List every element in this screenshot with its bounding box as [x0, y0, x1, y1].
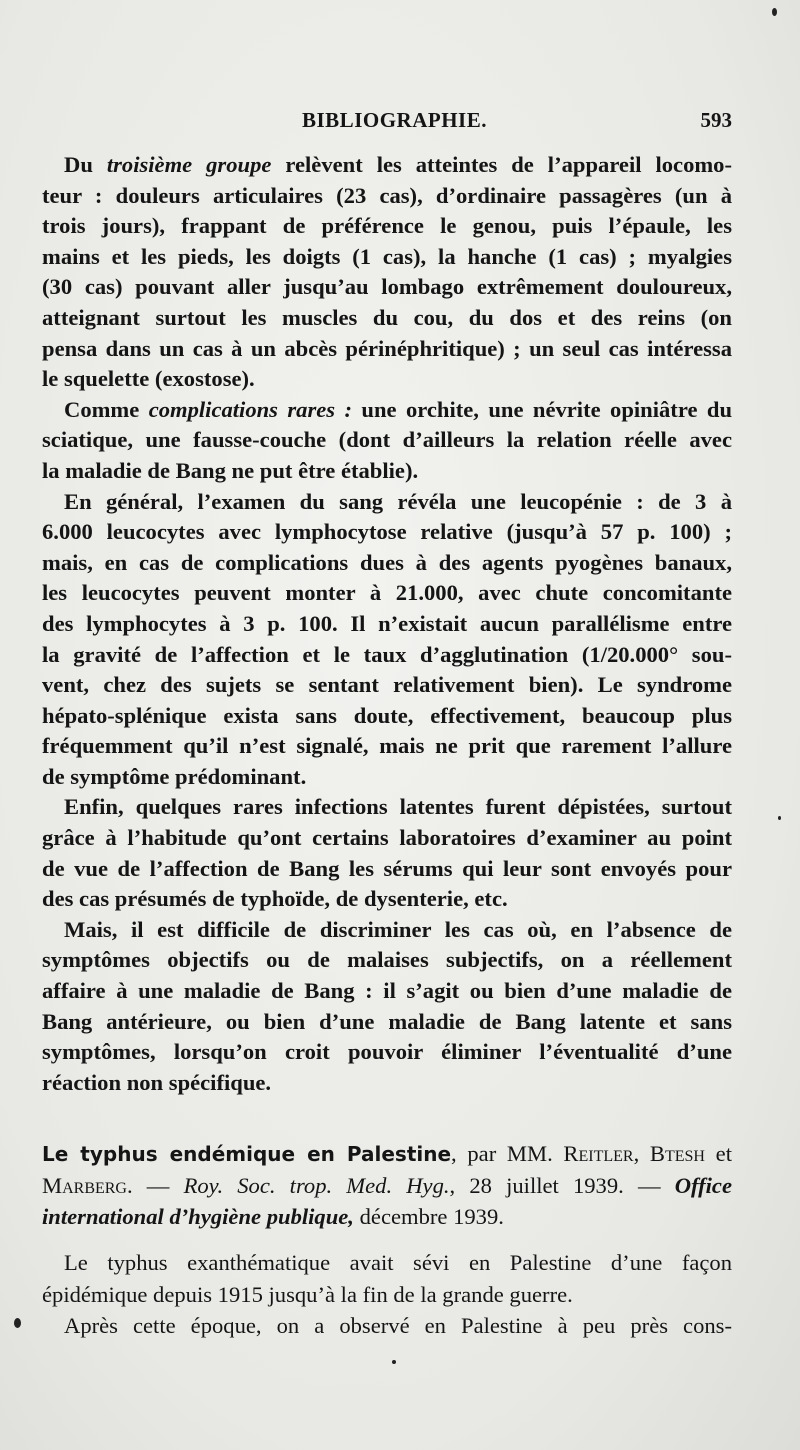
text-line: grâce à l’habitude qu’ont certains laboratoires d’examiner au point [42, 825, 732, 851]
text-line: Bang antérieure, ou bien d’une maladie de Bang latente et sans [42, 1008, 732, 1034]
text-line: réaction non spécifique. [42, 1069, 272, 1095]
text-line: épidémique depuis 1915 jusqu’à la fin de la grande guerre. [42, 1281, 573, 1307]
page-header [40, 108, 732, 138]
text-line: mains et les pieds, les doigts (1 cas), la hanche (1 cas) ; myalgies [42, 243, 732, 269]
scan-speck [14, 1318, 21, 1328]
entry-title: Le typhus endémique en Palestine [42, 1142, 452, 1166]
journal-title: Roy. Soc. trop. Med. Hyg. [183, 1172, 450, 1198]
emphasis-text: troisième groupe [106, 152, 272, 177]
text-line: Le typhus exanthématique avait sévi en Palestine d’une façon [64, 1250, 732, 1275]
text-line: hépato-splénique exista sans doute, effectivement, beaucoup plus [42, 702, 732, 728]
text-line: affaire à une maladie de Bang : il s’agit ou bien d’une maladie de [42, 978, 732, 1004]
page-number: 593 [700, 108, 732, 132]
author-name: Reitler [563, 1141, 634, 1166]
text-line: Mais, il est difficile de discriminer les cas où, en l’absence de [64, 916, 732, 942]
text-line: Comme complications rares : une orchite, une névrite opiniâtre du [64, 396, 733, 422]
text-line: sciatique, une fausse-couche (dont d’ailleurs la relation réelle avec [42, 427, 732, 453]
text-line: des lymphocytes à 3 p. 100. Il n’existait aucun parallélisme entre [42, 610, 732, 636]
text-line: la maladie de Bang ne put être établie). [42, 457, 419, 483]
text-line: pensa dans un cas à un abcès périnéphritique) ; un seul cas intéressa [42, 335, 732, 361]
text-line: des cas présumés de typhoïde, de dysenterie, etc. [42, 886, 508, 912]
text-line: atteignant surtout les muscles du cou, du dos et des reins (on [42, 304, 732, 330]
text-line: 6.000 leucocytes avec lymphocytose relative (jusqu’à 57 p. 100) ; [42, 519, 732, 545]
text-line: teur : douleurs articulaires (23 cas), d’ordinaire passagères (un à [42, 182, 732, 208]
publisher-name: Office [674, 1172, 732, 1198]
scan-speck [772, 8, 777, 16]
text-line: de vue de l’affection de Bang les sérums qui leur sont envoyés pour [42, 855, 732, 881]
text-line: (30 cas) pouvant aller jusqu’au lombago extrêmement douloureux, [42, 274, 732, 300]
bibliography-entry [42, 1138, 732, 1233]
publisher-name: international d’hygiène publique, [42, 1204, 354, 1229]
text-line: de symptôme prédominant. [42, 763, 307, 789]
text-line: Enfin, quelques rares infections latentes furent dépistées, surtout [64, 794, 732, 820]
text-line: les leucocytes peuvent monter à 21.000, avec chute concomitante [42, 580, 732, 606]
text-line: fréquemment qu’il n’est signalé, mais ne prit que rarement l’allure [42, 733, 732, 759]
text-line: symptômes objectifs ou de malaises subjectifs, on a réellement [42, 947, 732, 973]
emphasis-text: complications rares : [148, 396, 352, 422]
text-line: le squelette (exostose). [42, 366, 255, 392]
scan-speck [778, 816, 781, 820]
entry-line: international d’hygiène publique, décembre 1939. [42, 1204, 504, 1229]
text-line: la gravité de l’affection et le taux d’agglutination (1/20.000° sou- [42, 641, 732, 667]
entry-line: Le typhus endémique en Palestine, par MM. Reitler, Btesh et [42, 1141, 732, 1166]
entry-line: Marberg. — Roy. Soc. trop. Med. Hyg., 28 juillet 1939. — Office [42, 1172, 732, 1198]
running-title: BIBLIOGRAPHIE. [302, 108, 487, 132]
body-text-section-2 [42, 1247, 732, 1342]
scan-speck [392, 1360, 396, 1364]
author-name: Btesh [649, 1141, 705, 1166]
body-text-section-1 [42, 150, 732, 1098]
text-line: Du troisième groupe relèvent les atteintes de l’appareil locomo- [64, 152, 733, 177]
text-line: En général, l’examen du sang révéla une leucopénie : de 3 à [64, 488, 732, 514]
text-line: symptômes, lorsqu’on croit pouvoir éliminer l’éventualité d’une [42, 1039, 732, 1065]
author-name: Marberg [42, 1172, 127, 1198]
text-line: trois jours), frappant de préférence le genou, puis l’épaule, les [42, 213, 732, 239]
text-line: vent, chez des sujets se sentant relativement bien). Le syndrome [42, 672, 732, 698]
text-line: mais, en cas de complications dues à des agents pyogènes banaux, [42, 549, 732, 575]
text-line: Après cette époque, on a observé en Palestine à peu près cons- [64, 1313, 732, 1338]
